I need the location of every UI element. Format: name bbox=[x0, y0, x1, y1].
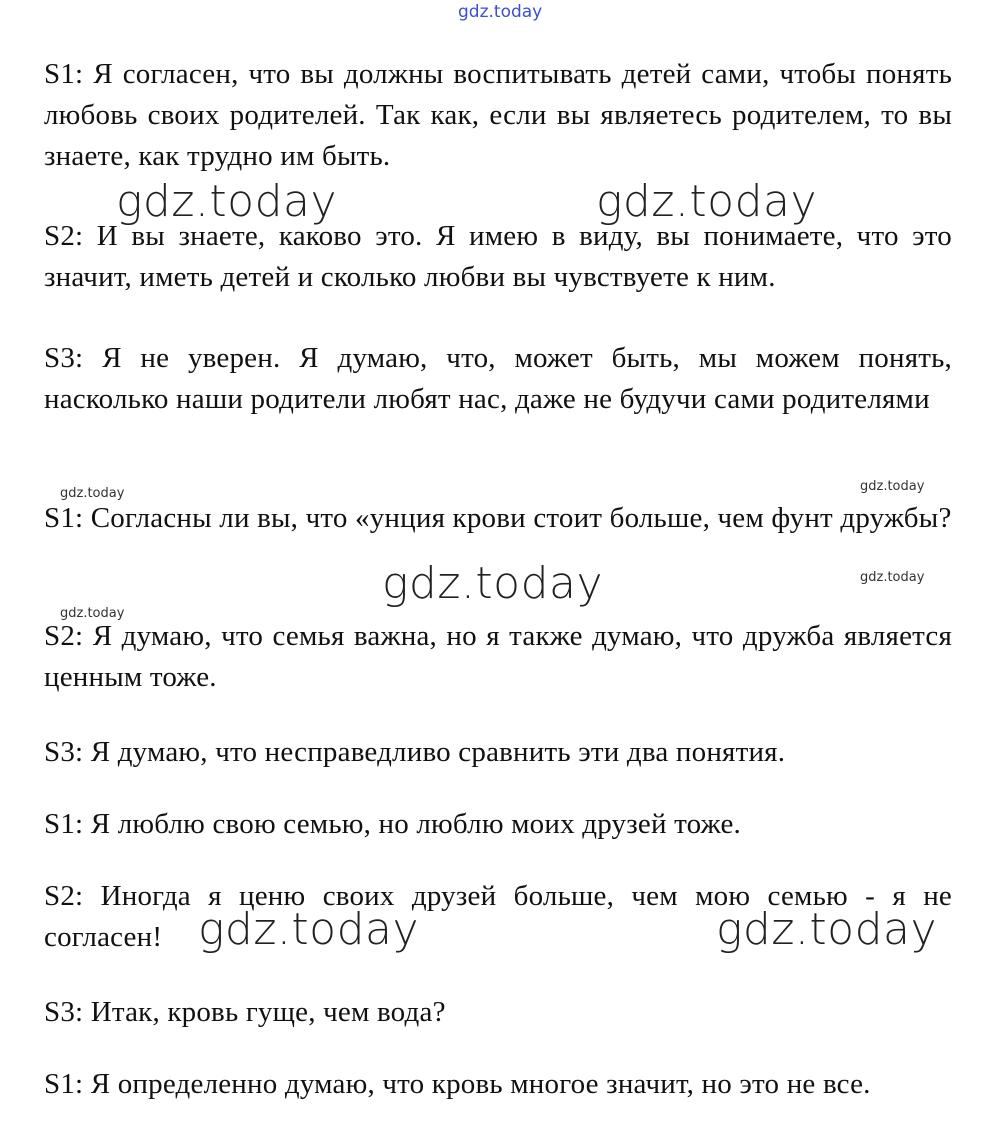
dialogue-line-8: S2: Иногда я ценю своих друзей больше, чем мою семью - я не согласен! bbox=[44, 880, 952, 953]
watermark-top: gdz.today bbox=[458, 2, 543, 22]
dialogue-line-9: S3: Итак, кровь гуще, чем вода? bbox=[44, 996, 446, 1028]
watermark-large-5: gdz.today bbox=[716, 904, 938, 955]
dialogue-line-10: S1: Я определенно думаю, что кровь многое значит, но это не все. bbox=[44, 1068, 871, 1100]
dialogue-line-2: S2: И вы знаете, каково это. Я имею в виду, вы понимаете, что это значит, иметь детей и сколько любви вы чувствуете к ним. bbox=[44, 220, 952, 293]
dialogue-line-4: S1: Согласны ли вы, что «унция крови стоит больше, чем фунт дружбы? bbox=[44, 502, 952, 534]
dialogue-line-6: S3: Я думаю, что несправедливо сравнить эти два понятия. bbox=[44, 736, 786, 768]
dialogue-line-7: S1: Я люблю свою семью, но люблю моих друзей тоже. bbox=[44, 808, 741, 840]
dialogue-line-1: S1: Я согласен, что вы должны воспитывать детей сами, чтобы понять любовь своих родителей. Так как, если вы являетесь родителем, то вы знаете, как трудно им быть. bbox=[44, 58, 952, 172]
watermark-small-2: gdz.today bbox=[860, 479, 925, 494]
watermark-large-3: gdz.today bbox=[382, 558, 604, 609]
dialogue-line-3: S3: Я не уверен. Я думаю, что, может быть, мы можем понять, насколько наши родители любят нас, даже не будучи сами родителями bbox=[44, 342, 952, 415]
watermark-large-1: gdz.today bbox=[116, 176, 338, 227]
watermark-small-1: gdz.today bbox=[60, 486, 125, 501]
watermark-large-4: gdz.today bbox=[198, 904, 420, 955]
watermark-small-3: gdz.today bbox=[860, 570, 925, 585]
dialogue-line-5: S2: Я думаю, что семья важна, но я также думаю, что дружба является ценным тоже. bbox=[44, 620, 952, 693]
watermark-small-4: gdz.today bbox=[60, 606, 125, 621]
watermark-large-2: gdz.today bbox=[596, 176, 818, 227]
